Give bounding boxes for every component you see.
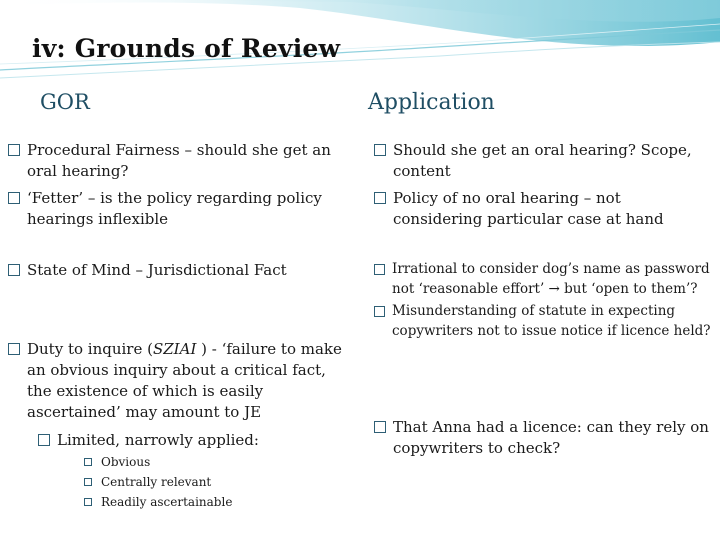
list-item-state-of-mind xyxy=(8,260,353,281)
right-column-heading: Application xyxy=(368,90,495,115)
list-item-fetter xyxy=(8,188,353,230)
list-item-text: ‘Fetter’ – is the policy regarding policy hearings inflexible xyxy=(27,189,322,228)
list-item-misunderstanding xyxy=(374,302,716,341)
square-bullet-icon xyxy=(84,478,92,486)
list-item-centrally-relevant xyxy=(84,472,334,492)
list-item-text: Policy of no oral hearing – not considering particular case at hand xyxy=(393,189,664,228)
list-item-text: State of Mind – Jurisdictional Fact xyxy=(27,261,287,279)
square-bullet-icon xyxy=(84,498,92,506)
list-item-procedural-fairness xyxy=(8,140,353,182)
list-item-duty-to-inquire xyxy=(8,339,353,423)
list-item-anna-licence xyxy=(374,417,714,459)
square-bullet-icon xyxy=(8,192,20,204)
square-bullet-icon xyxy=(8,144,20,156)
list-item-text: Should she get an oral hearing? Scope, content xyxy=(393,141,692,180)
list-item-irrational xyxy=(374,260,716,299)
square-bullet-icon xyxy=(374,144,386,156)
list-item-text: Procedural Fairness – should she get an oral hearing? xyxy=(27,141,331,180)
square-bullet-icon xyxy=(84,458,92,466)
slide-title: iv: Grounds of Review xyxy=(32,34,341,63)
list-item-text: Limited, narrowly applied: xyxy=(57,431,259,449)
list-item-text: Duty to inquire (SZIAI ) - ‘failure to make an obvious inquiry about a critical fact, the existence of which is easily ascertained’ may amount to JE xyxy=(27,340,342,421)
square-bullet-icon xyxy=(374,306,385,317)
list-item-readily-ascertainable xyxy=(84,492,334,512)
list-item-policy-no-oral-hearing xyxy=(374,188,714,230)
list-item-text: Misunderstanding of statute in expecting copywriters not to issue notice if licence held? xyxy=(392,303,711,339)
list-item-text: Readily ascertainable xyxy=(101,495,233,509)
list-item-text: Irrational to consider dog’s name as password not ‘reasonable effort’ → but ‘open to them’? xyxy=(392,261,710,297)
list-item-text: Centrally relevant xyxy=(101,475,212,489)
left-column-heading: GOR xyxy=(40,90,90,114)
list-item-text: Obvious xyxy=(101,455,151,469)
square-bullet-icon xyxy=(8,343,20,355)
square-bullet-icon xyxy=(38,434,50,446)
list-item-limited xyxy=(38,430,338,451)
list-item-oral-hearing-scope xyxy=(374,140,714,182)
square-bullet-icon xyxy=(374,264,385,275)
square-bullet-icon xyxy=(374,421,386,433)
square-bullet-icon xyxy=(374,192,386,204)
list-item-text: That Anna had a licence: can they rely on copywriters to check? xyxy=(393,418,709,457)
square-bullet-icon xyxy=(8,264,20,276)
list-item-obvious xyxy=(84,452,334,472)
